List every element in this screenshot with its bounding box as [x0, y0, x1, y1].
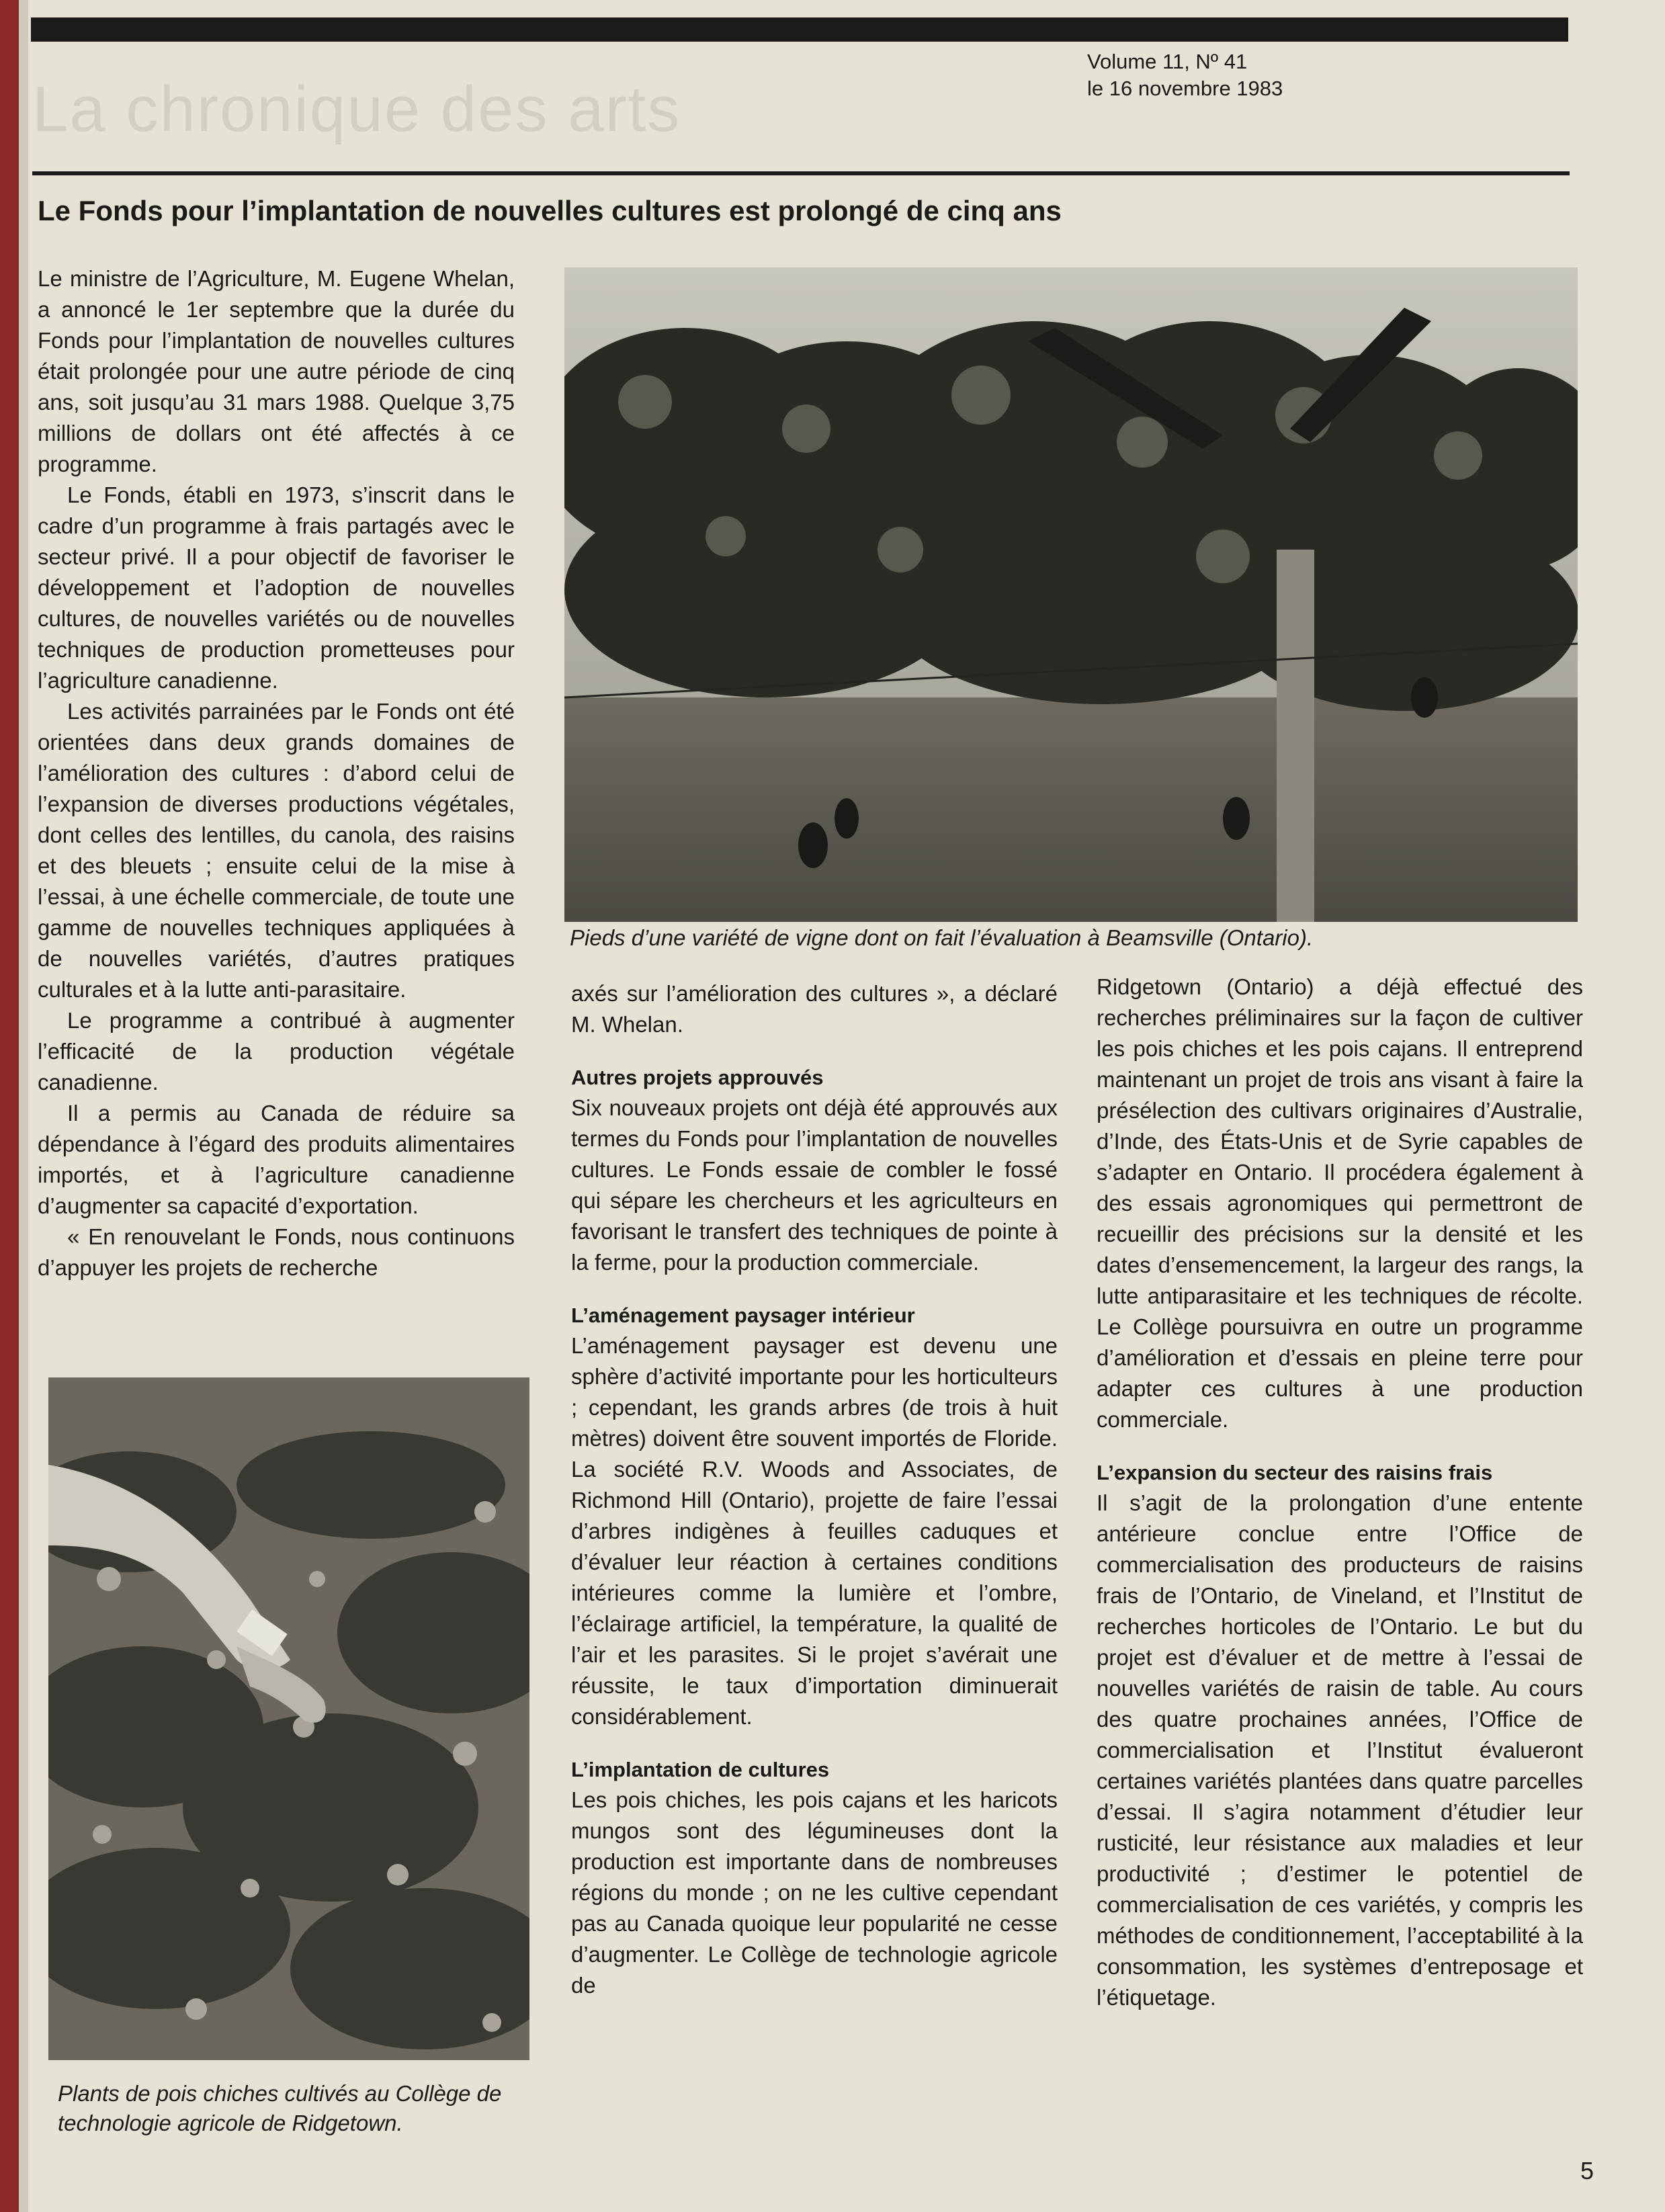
vineyard-image — [564, 267, 1578, 922]
issue-volume: Volume 11, Nº 41 — [1087, 50, 1248, 73]
section-gap — [571, 1732, 1058, 1755]
vineyard-photo — [564, 267, 1578, 922]
column-2 — [571, 978, 1058, 2001]
binding-edge — [0, 0, 19, 2212]
paragraph: Les activités parrainées par le Fonds ont été orientées dans deux grands domaines de l’amélioration des cultures : d’abord celui de l’expansion de diverses productions végétales, dont celles des lentilles, du canola, des raisins et des bleuets ; ensuite celui de la mise à l’essai, à une échelle commerciale, de toute une gamme de nouvelles techniques appliquées à de nouvelles variétés, d’autres pratiques culturales et à la lutte anti-parasitaire. — [38, 699, 515, 1002]
paragraph: Il a permis au Canada de réduire sa dépendance à l’égard des produits alimentaires importés, et à l’agriculture canadienne d’augmenter sa capacité d’exportation. — [38, 1101, 515, 1218]
paragraph: Les pois chiches, les pois cajans et les haricots mungos sont des légumineuses dont la production est importante dans de nombreuses régions du monde ; on ne les cultive cependant pas au Canada quoique leur popularité ne cesse d’augmenter. Le Collège de technologie agricole de — [571, 1787, 1058, 1998]
page-gutter — [19, 0, 28, 2212]
paragraph: Le programme a contribué à augmenter l’efficacité de la production végétale canadienne. — [38, 1008, 515, 1095]
show-through-title: La chronique des arts — [32, 73, 681, 145]
section-gap — [571, 1278, 1058, 1301]
header-bar — [31, 17, 1568, 42]
issue-info — [1087, 48, 1283, 102]
paragraph: Le ministre de l’Agriculture, M. Eugene Whelan, a annoncé le 1er septembre que la durée du Fonds pour l’implantation de nouvelles cultures était prolongée pour une autre période de cinq ans, soit jusqu’au 31 mars 1988. Quelque 3,75 millions de dollars ont été affectés à ce programme. — [38, 266, 515, 476]
chickpea-photo — [48, 1377, 529, 2060]
paragraph: Il s’agit de la prolongation d’une entente antérieure conclue entre l’Office de commercialisation des producteurs de raisins frais de l’Ontario, de Vineland, et l’Institut de recherches horticoles de l’Ontario. Le but du projet est d’évaluer et de mettre à l’essai de nouvelles variétés de raisin de table. Au cours des quatre prochaines années, l’Office de commercialisation et l’Institut évalueront certaines variétés plantées dans quatre parcelles d’essai. Il s’agira notamment d’étudier leur rusticité, leur résistance aux maladies et leur productivité ; d’estimer le potentiel de commercialisation de ces variétés, y compris les méthodes de conditionnement, l’acceptabilité à la consommation, les systèmes d’entreposage et l’étiquetage. — [1097, 1490, 1583, 2010]
section-heading: L’implantation de cultures — [571, 1758, 830, 1781]
section-heading: Autres projets approuvés — [571, 1066, 824, 1089]
chickpea-caption: Plants de pois chiches cultivés au Collège de technologie agricole de Ridgetown. — [58, 2081, 502, 2135]
article-headline: Le Fonds pour l’implantation de nouvelles cultures est prolongé de cinq ans — [38, 195, 1062, 226]
page-number: 5 — [1580, 2157, 1594, 2184]
paragraph: « En renouvelant le Fonds, nous continuons d’appuyer les projets de recherche — [38, 1224, 515, 1280]
headline-rule — [32, 171, 1570, 175]
paragraph: Six nouveaux projets ont déjà été approuvés aux termes du Fonds pour l’implantation de nouvelles cultures. Le Fonds essaie de combler le fossé qui sépare les chercheurs et les agriculteurs en favorisant le transfert des techniques de pointe à la ferme, pour la production commerciale. — [571, 1095, 1058, 1275]
vineyard-caption: Pieds d’une variété de vigne dont on fait l’évaluation à Beamsville (Ontario). — [570, 925, 1314, 950]
paragraph: L’aménagement paysager est devenu une sphère d’activité importante pour les horticulteurs ; cependant, les grands arbres (de trois à huit mètres) doivent être souvent importés de Floride. La société R.V. Woods and Associates, de Richmond Hill (Ontario), projette de faire l’essai d’arbres indigènes à feuilles caduques et d’évaluer leur réaction à certaines conditions intérieures comme la lumière et l’ombre, l’éclairage artificiel, la température, la qualité de l’air et les parasites. Si le projet s’avérait une réussite, le taux d’importation diminuerait considérablement. — [571, 1333, 1058, 1729]
issue-date: le 16 novembre 1983 — [1087, 77, 1283, 100]
paragraph: axés sur l’amélioration des cultures », a déclaré M. Whelan. — [571, 981, 1058, 1037]
paragraph: Le Fonds, établi en 1973, s’inscrit dans le cadre d’un programme à frais partagés avec le secteur privé. Il a pour objectif de favoriser le développement et l’adoption de nouvelles cultures, de nouvelles variétés ou de nouvelles techniques de production prometteuses pour l’agriculture canadienne. — [38, 482, 515, 693]
section-heading: L’aménagement paysager intérieur — [571, 1304, 915, 1327]
column-3 — [1097, 972, 1583, 2013]
paragraph: Ridgetown (Ontario) a déjà effectué des recherches préliminaires sur la façon de cultiver les pois chiches et les pois cajans. Il entreprend maintenant un projet de trois ans visant à faire la présélection des cultivars originaires d’Australie, d’Inde, des États-Unis et de Syrie capables de s’adapter en Ontario. Il procédera également à des essais agronomiques qui permettront de recueillir des précisions sur la densité et les dates d’ensemencement, la largeur des rangs, la lutte antiparasitaire et les techniques de récolte. Le Collège poursuivra en outre un programme d’amélioration et d’essais en pleine terre pour adapter ces cultures à une production commerciale. — [1097, 974, 1583, 1432]
section-gap — [1097, 1435, 1583, 1458]
section-heading: L’expansion du secteur des raisins frais — [1097, 1461, 1493, 1484]
section-gap — [571, 1040, 1058, 1063]
chickpea-image — [48, 1377, 529, 2060]
column-1 — [38, 263, 515, 1283]
